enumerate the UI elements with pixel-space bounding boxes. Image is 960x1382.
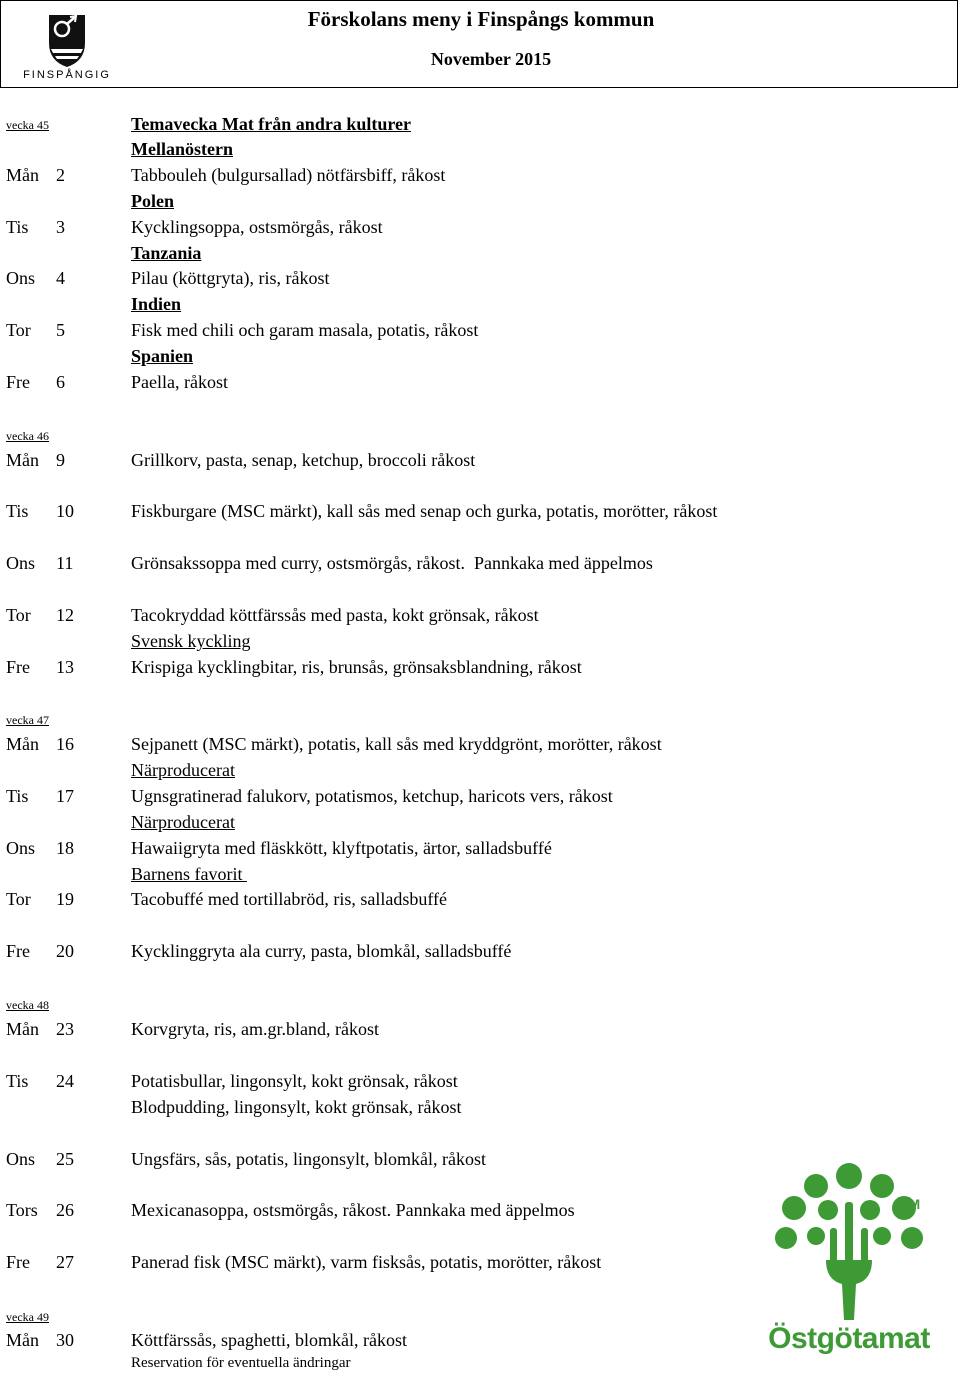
menu-row xyxy=(0,1016,900,1042)
fork-tree-icon xyxy=(764,1162,934,1322)
day-name: Tor xyxy=(6,889,31,909)
day-date: 10 xyxy=(56,501,74,521)
menu-row xyxy=(0,369,900,395)
menu-row xyxy=(0,317,900,343)
week-label-49: vecka 49 xyxy=(6,1310,49,1324)
day-name: Tis xyxy=(6,786,29,806)
menu-row xyxy=(0,938,900,964)
day-name: Ons xyxy=(6,1149,36,1169)
menu-row xyxy=(0,809,900,835)
day-name: Ons xyxy=(6,838,36,858)
dish-text: Grillkorv, pasta, senap, ketchup, broccoli råkost xyxy=(131,450,476,470)
theme-heading: Närproducerat xyxy=(131,812,235,832)
dish-text: Mexicanasoppa, ostsmörgås, råkost. Pannkaka med äppelmos xyxy=(131,1200,575,1220)
day-date: 2 xyxy=(56,165,65,185)
menu-row xyxy=(0,240,900,266)
menu-row xyxy=(0,628,900,654)
page-header xyxy=(0,0,958,88)
day-date: 4 xyxy=(56,268,65,288)
reservation-note: Reservation för eventuella ändringar xyxy=(131,1355,351,1371)
menu-row xyxy=(0,214,900,240)
day-name: Mån xyxy=(6,165,39,185)
dish-text: Blodpudding, lingonsylt, kokt grönsak, råkost xyxy=(131,1097,462,1117)
day-name: Fre xyxy=(6,1252,30,1272)
day-name: Fre xyxy=(6,372,30,392)
day-name: Mån xyxy=(6,1019,39,1039)
menu-row xyxy=(0,731,900,757)
day-date: 6 xyxy=(56,372,65,392)
day-date: 30 xyxy=(56,1330,74,1350)
logo-text: FINSPÅNGIG xyxy=(23,69,111,81)
theme-heading: Svensk kyckling xyxy=(131,631,251,651)
day-date: 18 xyxy=(56,838,74,858)
week-label-48: vecka 48 xyxy=(6,998,49,1012)
day-name: Tor xyxy=(6,320,31,340)
dish-text: Ugnsgratinerad falukorv, potatismos, ketchup, haricots vers, råkost xyxy=(131,786,613,806)
day-name: Tors xyxy=(6,1200,38,1220)
menu-row xyxy=(0,111,900,137)
theme-heading: Tanzania xyxy=(131,243,202,263)
day-date: 23 xyxy=(56,1019,74,1039)
day-date: 19 xyxy=(56,889,74,909)
dish-text: Kycklingsoppa, ostsmörgås, råkost xyxy=(131,217,383,237)
menu-row xyxy=(0,757,900,783)
dish-text: Potatisbullar, lingonsylt, kokt grönsak, råkost xyxy=(131,1071,458,1091)
day-date: 13 xyxy=(56,657,74,677)
day-date: 9 xyxy=(56,450,65,470)
menu-row xyxy=(0,835,900,861)
day-name: Ons xyxy=(6,553,36,573)
menu-row xyxy=(0,343,900,369)
menu-row xyxy=(0,265,900,291)
day-date: 16 xyxy=(56,734,74,754)
menu-row xyxy=(0,136,900,162)
menu-row xyxy=(0,291,900,317)
day-date: 20 xyxy=(56,941,74,961)
dish-text: Sejpanett (MSC märkt), potatis, kall sås med kryddgrönt, morötter, råkost xyxy=(131,734,662,754)
day-date: 25 xyxy=(56,1149,74,1169)
dish-text: Paella, råkost xyxy=(131,372,228,392)
dish-text: Hawaiigryta med fläskkött, klyftpotatis, ärtor, salladsbuffé xyxy=(131,838,552,858)
week-label-45: vecka 45 xyxy=(6,118,49,132)
dish-text: Tacokryddad köttfärssås med pasta, kokt grönsak, råkost xyxy=(131,605,539,625)
week-label-46: vecka 46 xyxy=(6,429,49,443)
theme-heading: Barnens favorit xyxy=(131,864,247,884)
trademark-mark: TM xyxy=(900,1196,921,1212)
menu-row xyxy=(0,498,900,524)
dish-text: Ungsfärs, sås, potatis, lingonsylt, blomkål, råkost xyxy=(131,1149,486,1169)
week-label-47: vecka 47 xyxy=(6,713,49,727)
theme-heading: Spanien xyxy=(131,346,194,366)
dish-text: Grönsakssoppa med curry, ostsmörgås, råkost. Pannkaka med äppelmos xyxy=(131,553,653,573)
dish-text: Pilau (köttgryta), ris, råkost xyxy=(131,268,330,288)
dish-text: Panerad fisk (MSC märkt), varm fisksås, potatis, morötter, råkost xyxy=(131,1252,602,1272)
day-name: Tis xyxy=(6,501,29,521)
dish-text: Kycklinggryta ala curry, pasta, blomkål, salladsbuffé xyxy=(131,941,512,961)
day-name: Tis xyxy=(6,1071,29,1091)
day-name: Mån xyxy=(6,450,39,470)
dish-text: Korvgryta, ris, am.gr.bland, råkost xyxy=(131,1019,379,1039)
menu-row xyxy=(0,654,900,680)
menu-row xyxy=(0,188,900,214)
day-date: 17 xyxy=(56,786,74,806)
day-date: 3 xyxy=(56,217,65,237)
day-name: Ons xyxy=(6,268,36,288)
day-date: 27 xyxy=(56,1252,74,1272)
day-date: 24 xyxy=(56,1071,74,1091)
theme-heading: Indien xyxy=(131,294,182,314)
menu-row xyxy=(0,1068,900,1094)
dish-text: Tacobuffé med tortillabröd, ris, salladsbuffé xyxy=(131,889,447,909)
page-subtitle: November 2015 xyxy=(430,49,552,69)
page-title: Förskolans meny i Finspångs kommun xyxy=(307,7,655,31)
theme-heading: Polen xyxy=(131,191,174,211)
day-date: 5 xyxy=(56,320,65,340)
day-date: 11 xyxy=(56,553,74,573)
ostgotamat-logo xyxy=(764,1162,934,1362)
day-date: 12 xyxy=(56,605,74,625)
menu-row xyxy=(0,550,900,576)
ostgotamat-wordmark: Östgötamat xyxy=(768,1322,930,1355)
day-name: Tor xyxy=(6,605,31,625)
day-name: Mån xyxy=(6,1330,39,1350)
dish-text: Fisk med chili och garam masala, potatis, råkost xyxy=(131,320,479,340)
day-date: 26 xyxy=(56,1200,74,1220)
menu-row xyxy=(0,861,900,887)
day-name: Tis xyxy=(6,217,29,237)
menu-row xyxy=(0,447,900,473)
theme-heading: Närproducerat xyxy=(131,760,235,780)
dish-text: Krispiga kycklingbitar, ris, brunsås, grönsaksblandning, råkost xyxy=(131,657,582,677)
menu-row xyxy=(0,783,900,809)
dish-text: Fiskburgare (MSC märkt), kall sås med senap och gurka, potatis, morötter, råkost xyxy=(131,501,718,521)
day-name: Fre xyxy=(6,657,30,677)
theme-heading: Mellanöstern xyxy=(131,139,233,159)
menu-row xyxy=(0,886,900,912)
theme-heading: Temavecka Mat från andra kulturer xyxy=(131,114,411,134)
dish-text: Köttfärssås, spaghetti, blomkål, råkost xyxy=(131,1330,407,1350)
menu-row xyxy=(0,602,900,628)
menu-row xyxy=(0,162,900,188)
dish-text: Tabbouleh (bulgursallad) nötfärsbiff, råkost xyxy=(131,165,446,185)
menu-row xyxy=(0,1094,900,1120)
day-name: Fre xyxy=(6,941,30,961)
day-name: Mån xyxy=(6,734,39,754)
